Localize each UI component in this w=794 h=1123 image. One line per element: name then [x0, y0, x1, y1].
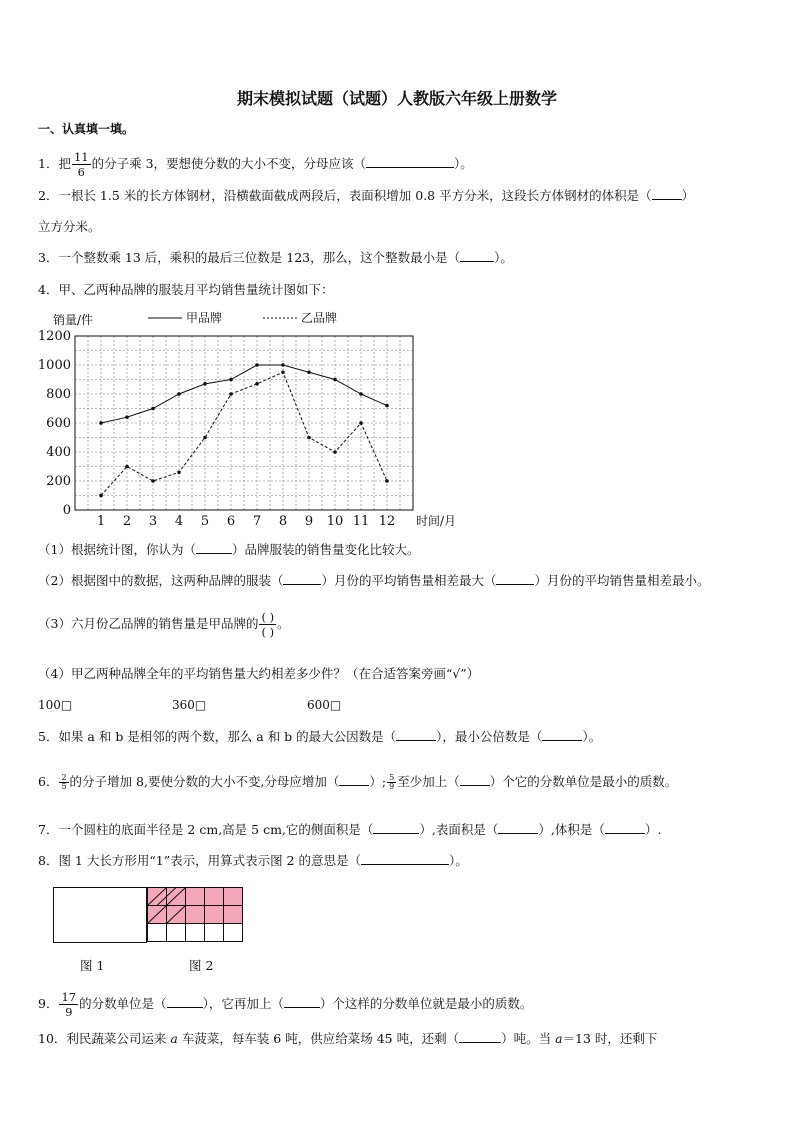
data-point: [255, 382, 259, 386]
answer-blank[interactable]: [542, 728, 582, 741]
sales-line-chart: [30, 308, 470, 533]
data-point: [385, 479, 389, 483]
data-point: [359, 421, 363, 425]
fraction: $\frac{( )}{( )}$: [261, 610, 275, 639]
fraction: $\frac{17}{9}$: [61, 990, 77, 1019]
answer-blank[interactable]: [167, 995, 203, 1008]
data-point: [359, 392, 363, 396]
data-point: [229, 392, 233, 396]
question-4: 4．甲、乙两种品牌的服装月平均销售量统计图如下：: [38, 282, 334, 297]
option-360[interactable]: 360□: [172, 698, 207, 712]
fraction: $\frac{2}{5}$: [61, 773, 67, 791]
y-tick-label: 1200: [37, 329, 71, 344]
data-point: [99, 421, 103, 425]
question-8: 8．图 1 大长方形用“1”表示，用算式表示图 2 的意思是（ ）。: [38, 853, 468, 868]
question-5: 5．如果 a 和 b 是相邻的两个数，那么 a 和 b 的最大公因数是（ ），最小公倍数是（ ）。: [38, 729, 602, 744]
answer-blank[interactable]: [460, 773, 490, 786]
data-point: [333, 450, 337, 454]
data-point: [125, 465, 129, 469]
question-1: 1．把 $\frac{11}{6}$ 的分子乘 3，要想使分数的大小不变，分母应该（ ）。: [38, 150, 473, 179]
y-tick-label: 1000: [37, 358, 71, 373]
question-10: 10．利民蔬菜公司运来 a 车菠菜，每车装 6 吨，供应给菜场 45 吨，还剩（ ）吨。当 a＝13 时，还剩下: [38, 1031, 658, 1046]
x-tick-label: 8: [278, 514, 288, 529]
answer-blank[interactable]: [605, 821, 645, 834]
data-point: [385, 404, 389, 408]
answer-blank[interactable]: [284, 995, 320, 1008]
data-point: [203, 382, 207, 386]
data-point: [255, 363, 259, 367]
x-tick-label: 11: [352, 514, 370, 529]
question-4-1: （1）根据统计图，你认为（ ）品牌服装的销售量变化比较大。: [38, 542, 420, 557]
answer-blank[interactable]: [361, 852, 449, 865]
answer-blank[interactable]: [652, 187, 682, 200]
data-point: [281, 363, 285, 367]
answer-blank[interactable]: [459, 1030, 501, 1043]
answer-blank[interactable]: [196, 541, 232, 554]
option-100[interactable]: 100□: [38, 698, 73, 712]
fraction: $\frac{11}{6}$: [73, 150, 89, 179]
x-tick-label: 9: [304, 514, 314, 529]
answer-blank[interactable]: [366, 155, 454, 168]
y-tick-label: 200: [46, 474, 71, 489]
x-tick-label: 5: [200, 514, 210, 529]
question-2: 2．一根长 1.5 米的长方体钢材，沿横截面截成两段后，表面积增加 0.8 平方分米，这段长方体钢材的体积是（ ）: [38, 188, 695, 203]
section-heading: 一、认真填一填。: [38, 122, 135, 136]
page-title: 期末模拟试题（试题）人教版六年级上册数学: [236, 89, 557, 108]
question-4-2: （2）根据图中的数据，这两种品牌的服装（ ）月份的平均销售量相差最大（ ）月份的平均销售量相差最小。: [38, 573, 710, 588]
x-tick-label: 6: [226, 514, 236, 529]
data-point: [333, 378, 337, 382]
answer-blank[interactable]: [396, 728, 436, 741]
figure-2-caption: 图 2: [189, 958, 214, 973]
data-point: [151, 479, 155, 483]
question-4-4: （4）甲乙两种品牌全年的平均销售量大约相差多少件？（在合适答案旁画“√”）: [38, 666, 480, 681]
x-tick-label: 4: [174, 514, 184, 529]
answer-blank[interactable]: [373, 821, 419, 834]
question-2-cont: 立方分米。: [38, 219, 101, 234]
data-point: [125, 415, 129, 419]
data-point: [177, 392, 181, 396]
x-axis-label: 时间/月: [416, 514, 457, 528]
data-point: [99, 494, 103, 498]
question-7: 7．一个圆柱的底面半径是 2 cm,高是 5 cm,它的侧面积是（ ）,表面积是（ ）,体积是（ ）.: [38, 822, 662, 837]
data-point: [177, 471, 181, 475]
figure-1-rectangle: [53, 887, 147, 943]
x-tick-label: 12: [378, 514, 396, 529]
data-point: [307, 370, 311, 374]
y-tick-label: 0: [62, 503, 71, 518]
option-600[interactable]: 600□: [307, 698, 342, 712]
x-tick-label: 7: [252, 514, 262, 529]
question-9: 9． $\frac{17}{9}$ 的分数单位是（ ），它再加上（ ）个这样的分数单位就是最小的质数。: [38, 990, 533, 1019]
data-point: [203, 436, 207, 440]
answer-blank[interactable]: [460, 249, 494, 262]
answer-blank[interactable]: [283, 572, 321, 585]
figure-1-caption: 图 1: [80, 958, 105, 973]
legend-label: 甲品牌: [186, 311, 223, 325]
data-point: [151, 407, 155, 411]
data-point: [307, 436, 311, 440]
figure-2-grid: [147, 887, 243, 943]
answer-blank[interactable]: [339, 773, 369, 786]
data-point: [281, 370, 285, 374]
question-4-3: （3）六月份乙品牌的销售量是甲品牌的 $\frac{( )}{( )}$ 。: [38, 610, 290, 639]
x-tick-label: 2: [122, 514, 132, 529]
legend-label: 乙品牌: [301, 311, 338, 325]
question-3: 3．一个整数乘 13 后，乘积的最后三位数是 123，那么，这个整数最小是（ ）。: [38, 250, 513, 265]
question-6: 6． $\frac{2}{5}$ 的分子增加 8,要使分数的大小不变,分母应增加（ ）; $\frac{5}{9}$ 至少加上（ ）个它的分数单位是最小的质数。: [38, 773, 678, 791]
y-axis-label: 销量/件: [53, 313, 94, 327]
x-tick-label: 10: [326, 514, 344, 529]
x-tick-label: 1: [96, 514, 106, 529]
answer-blank[interactable]: [496, 572, 534, 585]
data-point: [229, 378, 233, 382]
y-tick-label: 800: [46, 387, 71, 402]
y-tick-label: 600: [46, 416, 71, 431]
fraction: $\frac{5}{9}$: [389, 773, 395, 791]
x-tick-label: 3: [148, 514, 158, 529]
answer-blank[interactable]: [498, 821, 538, 834]
y-tick-label: 400: [46, 445, 71, 460]
